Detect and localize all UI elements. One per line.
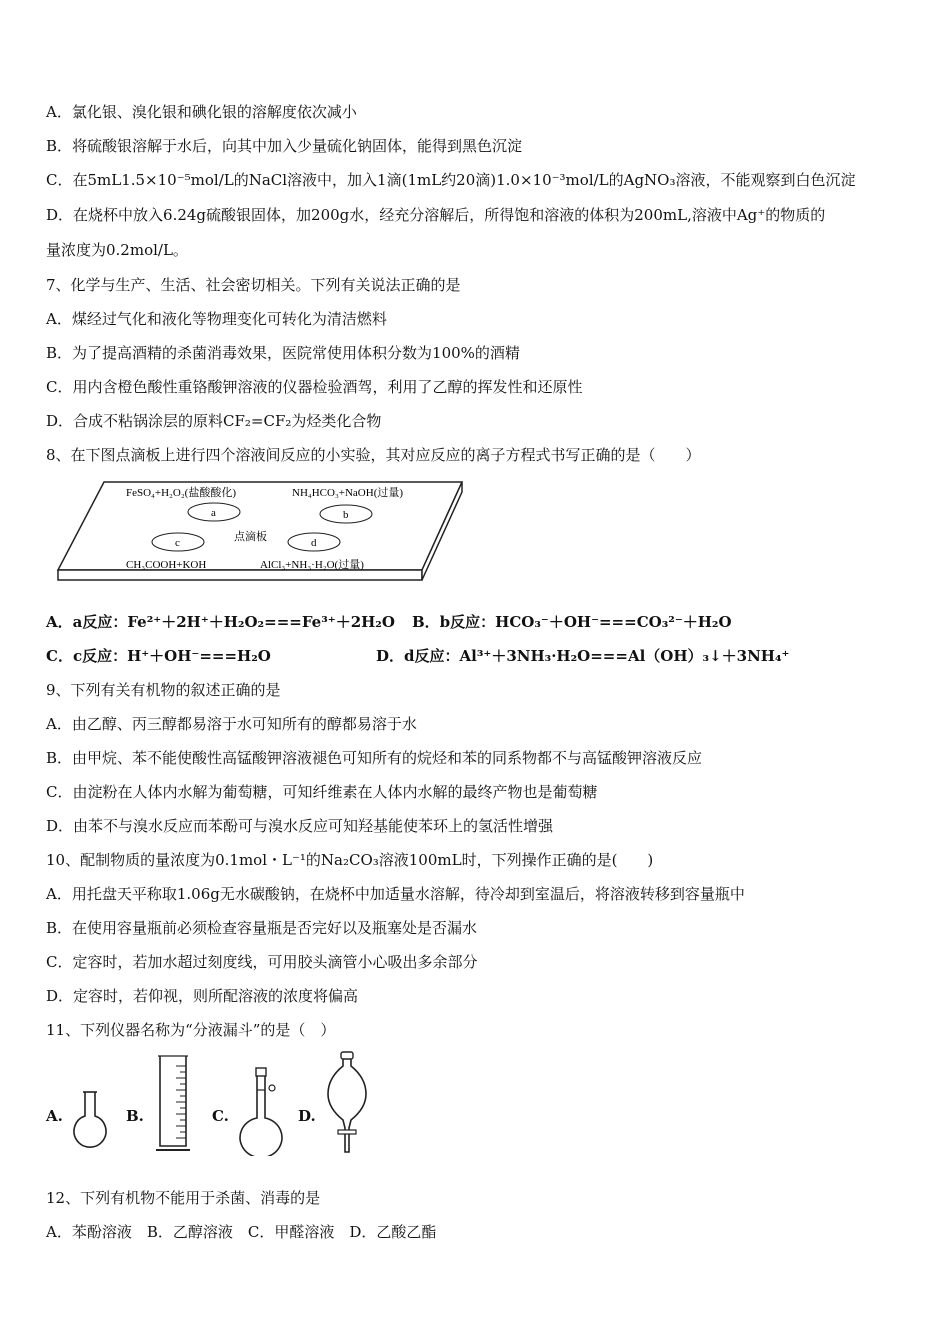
- q9-option-a: A．由乙醇、丙三醇都易溶于水可知所有的醇都易溶于水: [46, 715, 417, 733]
- label-center: 点滴板: [234, 531, 267, 543]
- label-bottom-right: AlCl₃+NH₃·H₂O(过量): [260, 559, 364, 571]
- well-c-label: c: [175, 537, 180, 549]
- q8-option-a: A．a反应：Fe²⁺＋2H⁺＋H₂O₂===Fe³⁺＋2H₂O: [46, 613, 395, 631]
- label-bottom-left: CH₃COOH+KOH: [126, 559, 207, 571]
- q12-stem: 12、下列有机物不能用于杀菌、消毒的是: [46, 1189, 321, 1207]
- q6-option-d-line1: D．在烧杯中放入6.24g硫酸银固体，加200g水，经充分溶解后，所得饱和溶液的体积为200mL,溶液中Ag⁺的物质的: [46, 206, 826, 224]
- q9-option-d: D．由苯不与溴水反应而苯酚可与溴水反应可知羟基能使苯环上的氢活性增强: [46, 817, 554, 835]
- q8-option-d: D．d反应：Al³⁺＋3NH₃·H₂O===Al（OH）₃↓＋3NH₄⁺: [376, 647, 790, 665]
- q12-options: A．苯酚溶液 B．乙醇溶液 C．甲醛溶液 D．乙酸乙酯: [46, 1223, 437, 1241]
- volumetric-flask-icon: [236, 1066, 286, 1156]
- q8-stem: 8、在下图点滴板上进行四个溶液间反应的小实验，其对应反应的离子方程式书写正确的是（ ）: [46, 446, 701, 464]
- spot-plate-figure: [54, 478, 470, 586]
- q9-option-c: C．由淀粉在人体内水解为葡萄糖，可知纤维素在人体内水解的最终产物也是葡萄糖: [46, 783, 598, 801]
- q11-option-b-label: B.: [126, 1107, 144, 1125]
- q10-option-c: C．定容时，若加水超过刻度线，可用胶头滴管小心吸出多余部分: [46, 953, 478, 971]
- q7-option-d: D．合成不粘锅涂层的原料CF₂=CF₂为烃类化合物: [46, 412, 382, 430]
- well-b-label: b: [343, 509, 349, 521]
- q6-option-d-line2: 量浓度为0.2mol/L。: [46, 241, 188, 259]
- q7-option-c: C．用内含橙色酸性重铬酸钾溶液的仪器检验酒驾，利用了乙醇的挥发性和还原性: [46, 378, 583, 396]
- q9-stem: 9、下列有关有机物的叙述正确的是: [46, 681, 281, 699]
- q6-option-b: B．将硫酸银溶解于水后，向其中加入少量硫化钠固体，能得到黑色沉淀: [46, 137, 523, 155]
- q6-option-a: A．氯化银、溴化银和碘化银的溶解度依次减小: [46, 103, 357, 121]
- q10-option-d: D．定容时，若仰视，则所配溶液的浓度将偏高: [46, 987, 359, 1005]
- q10-stem: 10、配制物质的量浓度为0.1mol・L⁻¹的Na₂CO₃溶液100mL时，下列操作正确的是( ): [46, 851, 654, 869]
- q9-option-b: B．由甲烷、苯不能使酸性高锰酸钾溶液褪色可知所有的烷烃和苯的同系物都不与高锰酸钾溶液反应: [46, 749, 703, 767]
- q7-option-a: A．煤经过气化和液化等物理变化可转化为清洁燃料: [46, 310, 387, 328]
- label-top-right: NH₄HCO₃+NaOH(过量): [292, 487, 404, 499]
- graduated-cylinder-icon: [150, 1052, 194, 1154]
- q11-option-d-label: D.: [298, 1107, 316, 1125]
- q11-option-c-label: C.: [212, 1107, 229, 1125]
- well-a-label: a: [211, 507, 216, 519]
- q10-option-a: A．用托盘天平称取1.06g无水碳酸钠，在烧杯中加适量水溶解，待冷却到室温后，将溶液转移到容量瓶中: [46, 885, 745, 903]
- q10-option-b: B．在使用容量瓶前必须检查容量瓶是否完好以及瓶塞处是否漏水: [46, 919, 478, 937]
- q7-option-b: B．为了提高酒精的杀菌消毒效果，医院常使用体积分数为100%的酒精: [46, 344, 520, 362]
- separatory-funnel-icon: [322, 1050, 372, 1156]
- round-bottom-flask-icon: [70, 1090, 110, 1154]
- label-top-left: FeSO₄+H₂O₂(盐酸酸化): [126, 487, 236, 499]
- q11-option-a-label: A.: [46, 1107, 63, 1125]
- q7-stem: 7、化学与生产、生活、社会密切相关。下列有关说法正确的是: [46, 276, 461, 294]
- q6-option-c: C．在5mL1.5×10⁻⁵mol/L的NaCl溶液中，加入1滴(1mL约20滴)1.0×10⁻³mol/L的AgNO₃溶液，不能观察到白色沉淀: [46, 171, 856, 189]
- well-d-label: d: [311, 537, 317, 549]
- spot-plate-front: [58, 570, 422, 580]
- q11-stem: 11、下列仪器名称为“分液漏斗”的是（ ）: [46, 1021, 336, 1039]
- q8-option-b: B．b反应：HCO₃⁻＋OH⁻===CO₃²⁻＋H₂O: [412, 613, 732, 631]
- q8-option-c: C．c反应：H⁺＋OH⁻===H₂O: [46, 647, 271, 665]
